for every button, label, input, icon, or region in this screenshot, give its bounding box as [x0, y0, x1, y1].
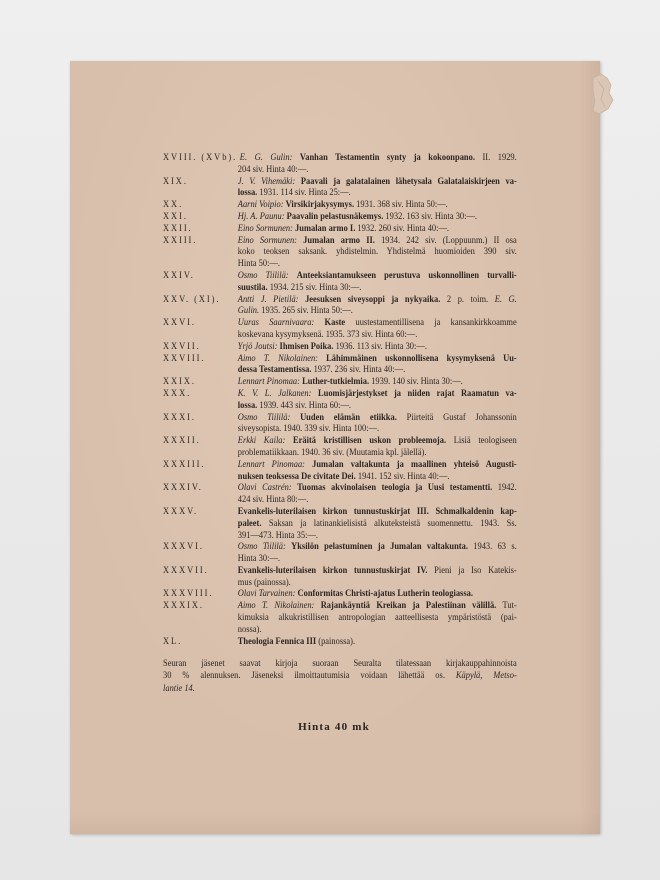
list-entry: [163, 435, 517, 459]
book-title: Anteeksiantamukseen perustuva uskonnollinen turvalli-: [296, 269, 517, 281]
book-title: Yksilön pelastuminen ja Jumalan valtakunta.: [291, 541, 468, 553]
entry-line: [163, 412, 517, 424]
entry-details: 424 siv. Hinta 80:—.: [237, 494, 309, 506]
footer-line: [163, 683, 517, 695]
entry-details: Tut-: [502, 600, 517, 612]
entry-line: [163, 164, 517, 176]
entry-details: Pieni ja Iso Katekis-: [434, 564, 517, 576]
entry-line-text: [238, 341, 517, 353]
entry-details: 1937. 236 siv. Hinta 40:—.: [313, 364, 406, 376]
entry-line: [163, 600, 517, 612]
entry-line-text: [238, 376, 517, 388]
entry-details: 1934. 215 siv. Hinta 30:—.: [269, 281, 362, 293]
author-name: Olavi Castrén:: [237, 482, 292, 494]
series-number: XIX.: [163, 175, 188, 187]
entry-line-text: [238, 187, 517, 199]
entry-line: [163, 211, 517, 223]
author-name: Aimo T. Nikolainen:: [237, 600, 315, 612]
book-title: dessa Testamentissa.: [237, 364, 312, 376]
list-entry: [163, 152, 517, 176]
author-name: Lennart Pinomaa:: [237, 376, 300, 388]
entry-line: [163, 400, 517, 412]
series-number: XXVIII.: [163, 352, 206, 364]
entry-line-text: [238, 412, 517, 424]
book-title: paleet.: [237, 517, 262, 529]
entry-line: [163, 435, 517, 447]
entry-line-text: [238, 164, 517, 176]
author-name: Olavi Tarvainen:: [237, 588, 296, 600]
entry-line-text: [238, 553, 517, 565]
list-entry: [163, 459, 517, 483]
entry-details: (painossa).: [318, 635, 356, 647]
entry-line: [163, 270, 517, 282]
series-number: XXX.: [163, 387, 192, 399]
series-number: XXXIV.: [163, 482, 203, 494]
entry-line-text: [238, 636, 517, 648]
list-entry: [163, 412, 517, 436]
publication-list: [163, 152, 517, 647]
entry-line-text: [238, 588, 517, 600]
entry-line-text: [238, 518, 517, 530]
book-title: Lähimmäinen uskonnollisena kysymyksenä Uu-: [326, 352, 517, 364]
footer-line: [163, 670, 517, 682]
entry-line: [163, 565, 517, 577]
entry-line-text: [238, 506, 517, 518]
book-title: Kaste: [324, 317, 346, 329]
list-entry: [163, 600, 517, 635]
book-title: Paavalin pelastusnäkemys.: [286, 210, 384, 222]
entry-details: nossa).: [237, 623, 262, 635]
entry-line: [163, 187, 517, 199]
series-number: XXXIX.: [163, 600, 204, 612]
author-name: E. G. Gulin:: [239, 152, 293, 163]
list-entry: [163, 199, 517, 211]
entry-line-text: [238, 624, 517, 636]
entry-details: uustestamentillisena ja kansankirkkoamme: [355, 317, 517, 329]
entry-details: 1935. 265 siv. Hinta 50:—.: [261, 305, 353, 317]
author-name: Lennart Pinomaa:: [237, 458, 305, 470]
entry-details: 1939. 140 siv. Hinta 30:—.: [371, 376, 463, 388]
book-title: lossa.: [237, 399, 258, 411]
entry-line: [163, 518, 517, 530]
entry-line: [163, 199, 517, 211]
entry-details: siveysopista. 1940. 339 siv. Hinta 100:—.: [237, 423, 380, 435]
entry-details: 1943. 63 s.: [473, 541, 517, 553]
entry-details: 1939. 443 siv. Hinta 60:—.: [259, 399, 352, 411]
entry-line: [163, 364, 517, 376]
list-entry: [163, 588, 517, 600]
entry-line-text: [238, 317, 517, 329]
author-name: Hj. A. Paunu:: [237, 210, 285, 222]
entry-line-text: [238, 223, 517, 235]
entry-line: [163, 152, 517, 164]
series-number: XXXII.: [163, 435, 201, 447]
entry-line: [163, 376, 517, 388]
entry-line: [163, 282, 517, 294]
book-title: Jumalan armo II.: [303, 234, 375, 246]
list-entry: [163, 211, 517, 223]
entry-details: 1931. 114 siv. Hinta 25:—.: [259, 187, 351, 199]
series-number: XX.: [163, 199, 184, 211]
footer-line: [163, 658, 517, 670]
entry-line: [163, 506, 517, 518]
book-title: Ihmisen Poika.: [279, 340, 334, 352]
entry-line-text: [238, 494, 517, 506]
book-title: lossa.: [237, 187, 258, 199]
author-name: Erkki Kaila:: [237, 435, 286, 447]
entry-line-text: [238, 541, 517, 553]
entry-line-text: [238, 435, 517, 447]
entry-line: [163, 494, 517, 506]
series-number: XXIX.: [163, 376, 196, 388]
entry-line: [163, 577, 517, 589]
book-title: Luther-tutkielmia.: [302, 376, 370, 388]
series-number: XXII.: [163, 222, 193, 234]
entry-details: problematiikkaan. 1940. 36 siv. (Muutamia kpl. jälellä).: [237, 446, 427, 458]
entry-line-text: [238, 270, 517, 282]
series-number: XL.: [163, 635, 183, 647]
author-name: K. V. L. Jalkanen:: [237, 387, 312, 399]
author-name: Gulin.: [237, 305, 260, 317]
entry-line: [163, 353, 517, 365]
entry-details: 2 p. toim.: [446, 293, 489, 305]
list-entry: [163, 388, 517, 412]
address-text: lantie 14.: [163, 682, 195, 694]
author-name: Osmo Tiililä:: [237, 541, 286, 553]
series-number: XVIII. (XVb).: [163, 152, 238, 163]
entry-details: Hinta 30:—.: [237, 553, 281, 565]
address-text: Käpylä, Metso-: [455, 670, 517, 682]
list-entry: [163, 223, 517, 235]
entry-details: mus (painossa).: [237, 576, 291, 588]
series-number: XXIV.: [163, 269, 195, 281]
entry-line: [163, 447, 517, 459]
entry-line-text: [238, 364, 517, 376]
book-title: Vanhan Testamentin synty ja kokoonpano.: [299, 152, 475, 163]
book-title: Evankelis-luterilaisen kirkon tunnustuskirjat IV.: [237, 564, 428, 576]
entry-line-text: [238, 353, 517, 365]
series-number: XXV. (XI).: [163, 293, 221, 305]
author-name: J. V. Vihemäki:: [237, 175, 296, 187]
entry-line-text: [238, 530, 517, 542]
entry-line: [163, 305, 517, 317]
entry-line-text: [240, 152, 517, 164]
author-name: Eino Sormunen:: [237, 222, 293, 234]
entry-details: 1934. 242 siv. (Loppuunm.) II osa: [381, 234, 517, 246]
book-title: Virsikirjakysymys.: [285, 199, 355, 211]
entry-line: [163, 176, 517, 188]
series-number: XXVI.: [163, 317, 196, 329]
entry-line: [163, 612, 517, 624]
entry-line-text: [238, 211, 517, 223]
entry-line: [163, 624, 517, 636]
book-title: Tuomas akvinolaisen teologia ja Uusi testamentti.: [297, 482, 493, 494]
author-name: Aimo T. Nikolainen:: [237, 352, 318, 364]
book-title: Jumalan armo I.: [295, 222, 356, 234]
entry-line: [163, 317, 517, 329]
entry-line: [163, 388, 517, 400]
entry-line-text: [238, 565, 517, 577]
entry-line-text: [238, 176, 517, 188]
series-number: XXXVI.: [163, 541, 204, 553]
entry-line: [163, 541, 517, 553]
entry-line-text: [238, 423, 517, 435]
torn-paper-flap: [592, 73, 616, 117]
entry-details: 1942.: [497, 482, 517, 494]
entry-line: [163, 235, 517, 247]
entry-line-text: [238, 577, 517, 589]
series-number: XXXIII.: [163, 458, 206, 470]
entry-line-text: [238, 388, 517, 400]
list-entry: [163, 376, 517, 388]
list-entry: [163, 294, 517, 318]
entry-details: 391—473. Hinta 35:—.: [237, 529, 319, 541]
series-number: XXXI.: [163, 411, 196, 423]
entry-line: [163, 459, 517, 471]
book-title: Evankelis-luterilaisen kirkon tunnustuskirjat III. Schmalkaldenin kap-: [237, 505, 517, 517]
membership-note: [163, 658, 517, 695]
entry-line: [163, 482, 517, 494]
series-number: XXXVIII.: [163, 588, 214, 600]
list-entry: [163, 541, 517, 565]
author-name: E. G.: [494, 293, 517, 305]
entry-line-text: [238, 471, 517, 483]
entry-line: [163, 246, 517, 258]
entry-details: koko teoksen saksank. yhdistelmin. Yhdistelmä huomioiden 390 siv.: [237, 246, 517, 258]
entry-line: [163, 636, 517, 648]
list-entry: [163, 353, 517, 377]
entry-details: Lisiä teologiseen: [453, 435, 517, 447]
entry-line-text: [238, 612, 517, 624]
list-entry: [163, 235, 517, 270]
book-title: Jeesuksen siveysoppi ja nykyaika.: [305, 293, 441, 305]
author-name: Eino Sormunen:: [237, 234, 297, 246]
entry-line: [163, 588, 517, 600]
book-title: Rajankäyntiä Kreikan ja Palestiinan välillä.: [320, 600, 497, 612]
entry-details: kimuksia alkukristillisen antropologian aatteellisesta ympäristöstä (pai-: [237, 612, 517, 624]
list-entry: [163, 176, 517, 200]
entry-line: [163, 530, 517, 542]
entry-line: [163, 423, 517, 435]
author-name: Yrjö Joutsi:: [237, 340, 278, 352]
entry-line-text: [238, 459, 517, 471]
author-name: Osmo Tiililä:: [237, 411, 291, 423]
entry-details: II. 1929.: [482, 152, 517, 163]
entry-details: 1932. 163 siv. Hinta 30:—.: [385, 210, 478, 222]
list-entry: [163, 482, 517, 506]
book-title: Conformitas Christi-ajatus Lutherin teologiassa.: [297, 588, 473, 600]
book-title: Uuden elämän etiikka.: [300, 411, 397, 423]
entry-line: [163, 258, 517, 270]
entry-line-text: [238, 305, 517, 317]
entry-line-text: [238, 600, 517, 612]
list-entry: [163, 506, 517, 541]
entry-details: 1932. 260 siv. Hinta 40:—.: [357, 222, 450, 234]
entry-details: Saksan ja latinankielisistä alkuteksteistä suomennettu. 1943. Ss.: [268, 517, 517, 529]
book-title: suustila.: [237, 281, 268, 293]
list-entry: [163, 341, 517, 353]
entry-line-text: [238, 482, 517, 494]
entry-line-text: [238, 258, 517, 270]
entry-details: 1936. 113 siv. Hinta 30:—.: [335, 340, 427, 352]
series-number: XXI.: [163, 210, 188, 222]
entry-line: [163, 329, 517, 341]
price-label: Hinta 40 mk: [298, 721, 370, 733]
entry-line-text: [238, 294, 517, 306]
book-title: Theologia Fennica III: [237, 635, 317, 647]
series-number: XXXV.: [163, 505, 199, 517]
list-entry: [163, 317, 517, 341]
entry-details: Hinta 50:—.: [237, 258, 281, 270]
author-name: Antti J. Pietilä:: [237, 293, 299, 305]
entry-line: [163, 341, 517, 353]
book-title: Eräitä kristillisen uskon probleemoja.: [293, 435, 447, 447]
series-number: XXXVII.: [163, 564, 209, 576]
series-number: XXVII.: [163, 340, 201, 352]
entry-line-text: [238, 199, 517, 211]
entry-details: 1941. 152 siv. Hinta 40:—.: [357, 470, 450, 482]
entry-details: Piirteitä Gustaf Johanssonin: [406, 411, 517, 423]
entry-line: [163, 223, 517, 235]
entry-details: koskevana kysymyksenä. 1935. 373 siv. Hinta 60:—.: [237, 328, 418, 340]
entry-line-text: [238, 235, 517, 247]
author-name: Aarni Voipio:: [237, 199, 284, 211]
entry-line-text: [238, 400, 517, 412]
entry-line: [163, 553, 517, 565]
list-entry: [163, 636, 517, 648]
series-number: XXIII.: [163, 234, 198, 246]
entry-details: 204 siv. Hinta 40:—.: [237, 163, 309, 175]
author-name: Osmo Tiililä:: [237, 269, 289, 281]
book-title: Jumalan valtakunta ja maallinen yhteisö Augusti-: [312, 458, 517, 470]
list-entry: [163, 565, 517, 589]
book-title: Paavali ja galatalainen lähetysala Galatalaiskirjeen va-: [300, 175, 517, 187]
entry-details: 1931. 368 siv. Hinta 50:—.: [356, 199, 448, 211]
entry-line-text: [238, 246, 517, 258]
footer-text: 30 % alennuksen. Jäseneksi ilmoittautumisia voidaan lähettää os.: [163, 670, 445, 682]
book-title: Luomisjärjestykset ja niiden rajat Raamatun va-: [317, 387, 517, 399]
entry-line-text: [238, 447, 517, 459]
entry-line-text: [238, 329, 517, 341]
entry-line-text: [238, 282, 517, 294]
footer-text: Seuran jäsenet saavat kirjoja suoraan Seuralta tilatessaan kirjakauppahinnoista: [163, 658, 517, 669]
author-name: Uuras Saarnivaara:: [237, 317, 315, 329]
entry-line: [163, 294, 517, 306]
book-title: nuksen teoksessa De civitate Dei.: [237, 470, 356, 482]
list-entry: [163, 270, 517, 294]
entry-line: [163, 471, 517, 483]
